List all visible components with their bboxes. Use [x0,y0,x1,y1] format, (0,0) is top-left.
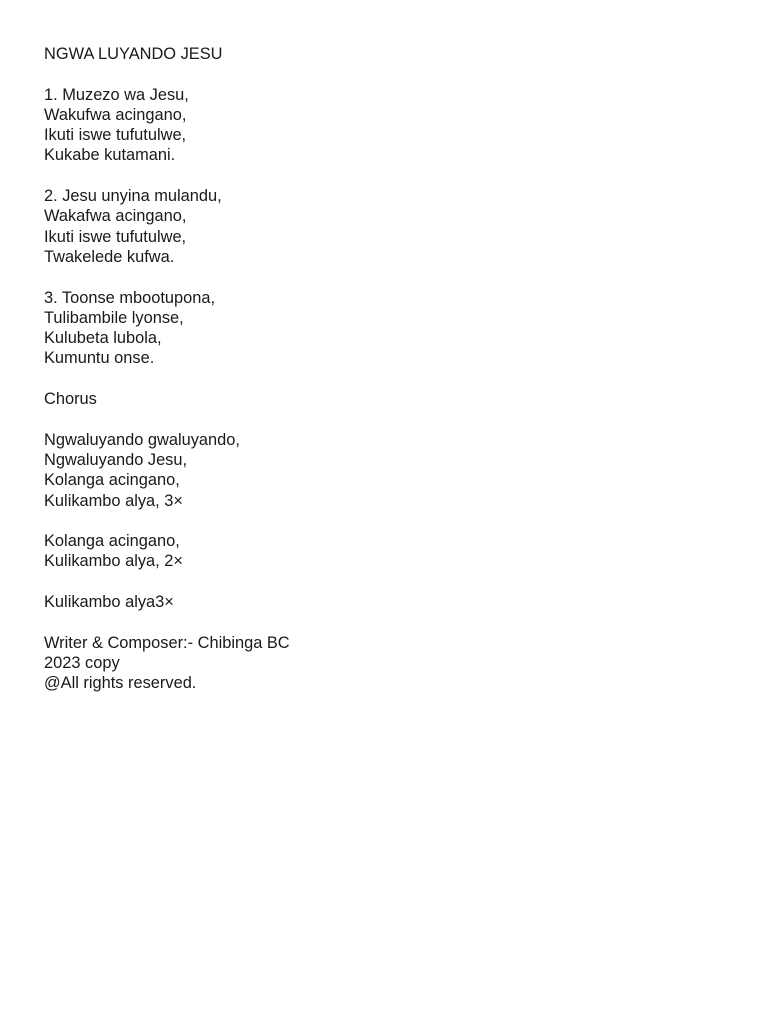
verse-line: Tulibambile lyonse, [44,308,184,327]
song-title: NGWA LUYANDO JESU [44,45,223,63]
chorus-part-1 [44,430,748,511]
verse-line: Kulubeta lubola, [44,329,162,348]
verse-line: Wakufwa acingano, [44,105,187,124]
credits-block [44,633,748,694]
chorus-part-3 [44,592,748,612]
document-page [44,44,748,714]
chorus-line: Kulikambo alya, 2× [44,552,183,571]
chorus-heading-block [44,389,748,409]
chorus-line: Kulikambo alya3× [44,593,174,612]
credit-rights: @All rights reserved. [44,674,197,693]
credit-writer: Writer & Composer:- Chibinga BC [44,633,290,652]
verse-3 [44,288,748,369]
verse-line: Kukabe kutamani. [44,146,176,165]
verse-line: Wakafwa acingano, [44,207,187,226]
verse-line: Ikuti iswe tufutulwe, [44,126,187,145]
chorus-part-2 [44,531,748,572]
chorus-heading: Chorus [44,390,97,409]
verse-1 [44,85,748,166]
verse-line: 1. Muzezo wa Jesu, [44,85,189,104]
verse-2 [44,186,748,267]
verse-line: 2. Jesu unyina mulandu, [44,187,222,206]
chorus-line: Kulikambo alya, 3× [44,491,183,510]
chorus-line: Kolanga acingano, [44,532,180,551]
song-title-block [44,44,748,64]
chorus-line: Ngwaluyando Jesu, [44,450,188,469]
chorus-line: Kolanga acingano, [44,471,180,490]
verse-line: Twakelede kufwa. [44,247,175,266]
chorus-line: Ngwaluyando gwaluyando, [44,430,240,449]
verse-line: Kumuntu onse. [44,349,155,368]
verse-line: 3. Toonse mbootupona, [44,288,216,307]
credit-year: 2023 copy [44,653,120,672]
verse-line: Ikuti iswe tufutulwe, [44,227,187,246]
